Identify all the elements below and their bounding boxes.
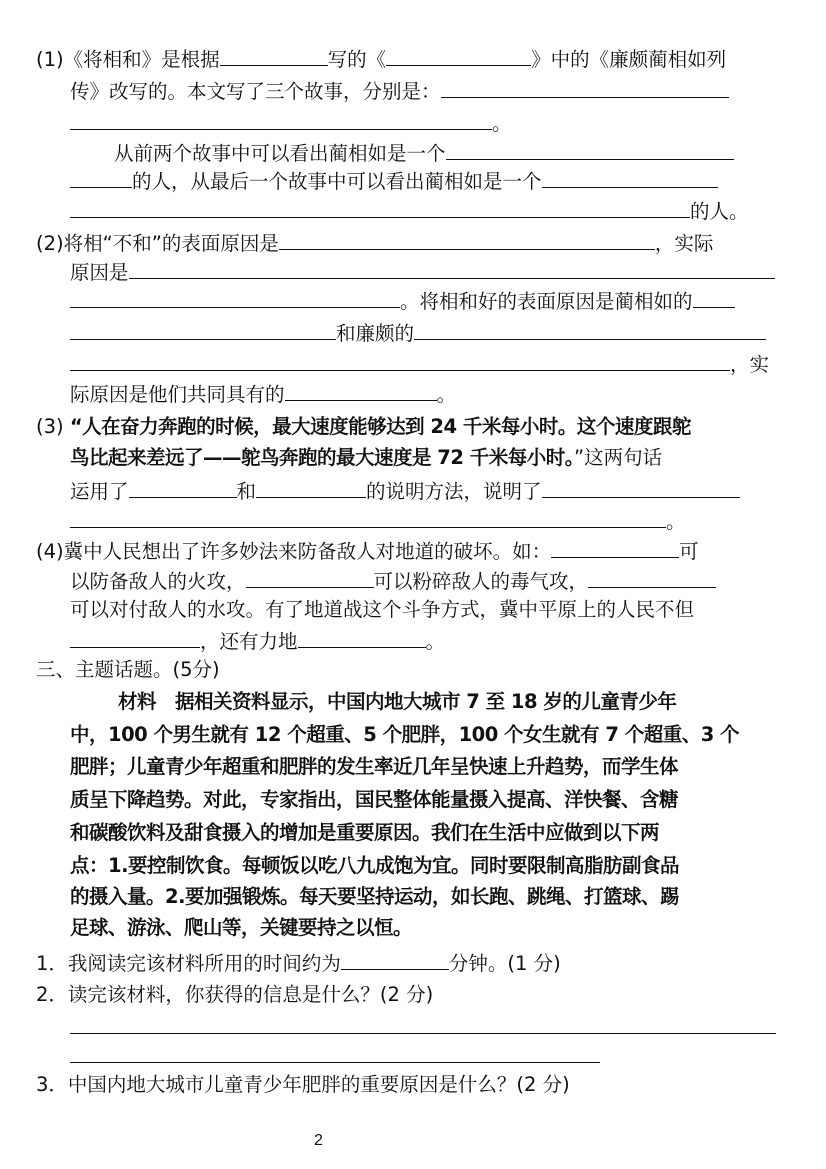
q2-line-3: 。将相和好的表面原因是蔺相如的 — [70, 286, 735, 314]
material-line: 足球、游泳、爬山等，关键要持之以恒。 — [70, 916, 413, 939]
blank[interactable] — [588, 566, 716, 588]
blank[interactable] — [542, 476, 740, 498]
blank[interactable] — [542, 166, 718, 188]
sub-question-1: 1．我阅读完该材料所用的时间约为 分钟。(1 分) — [36, 948, 561, 976]
q2-line-4: 和廉颇的 — [70, 318, 766, 346]
q4-line-1: (4)冀中人民想出了许多妙法来防备敌人对地道的破坏。如： 可 — [36, 536, 699, 564]
q1-line-1: (1)《将相和》是根据 写的《 》中的《廉颇蔺相如列 — [36, 44, 726, 72]
blank[interactable] — [70, 166, 132, 188]
answer-line — [70, 1041, 600, 1069]
q1-line-4: 从前两个故事中可以看出蔺相如是一个 — [114, 138, 734, 166]
blank[interactable] — [279, 228, 655, 250]
q3-line-2: 鸟比起来差远了——鸵鸟奔跑的最大速度是 72 千米每小时。”这两句话 — [70, 446, 663, 469]
material-line: 中，100 个男生就有 12 个超重、5 个肥胖，100 个女生就有 7 个超重、3 个 — [70, 723, 740, 746]
blank[interactable] — [386, 44, 531, 66]
blank[interactable] — [70, 318, 336, 340]
q4-line-3: 可以对付敌人的水攻。有了地道战这个斗争方式，冀中平原上的人民不但 — [70, 598, 695, 621]
material-line: 的摄入量。2.要加强锻炼。每天要坚持运动，如长跑、跳绳、打篮球、踢 — [70, 885, 679, 908]
q1-line-3: 。 — [70, 108, 512, 136]
material-line: 材料 据相关资料显示，中国内地大城市 7 至 18 岁的儿童青少年 — [118, 690, 677, 713]
blank[interactable] — [70, 349, 730, 371]
blank[interactable] — [70, 108, 492, 130]
blank[interactable] — [256, 476, 366, 498]
q4-line-4: ，还有力地 。 — [70, 626, 445, 654]
sub-question-2: 2．读完该材料，你获得的信息是什么？(2 分) — [36, 983, 434, 1006]
blank[interactable] — [70, 1012, 776, 1034]
blank[interactable] — [129, 257, 775, 279]
blank[interactable] — [441, 76, 729, 98]
blank[interactable] — [414, 318, 766, 340]
blank[interactable] — [70, 506, 666, 528]
section-title: 三、主题话题。(5分) — [36, 658, 220, 681]
material-line: 肥胖；儿童青少年超重和肥胖的发生率近几年呈快速上升趋势，而学生体 — [70, 755, 679, 778]
blank[interactable] — [220, 44, 328, 66]
blank[interactable] — [70, 1041, 600, 1063]
q1-line-2: 传》改写的。本文写了三个故事，分别是： — [70, 76, 729, 104]
blank[interactable] — [446, 138, 734, 160]
q2-line-6: 际原因是他们共同具有的 。 — [70, 379, 456, 407]
q2-line-5: ，实 — [70, 349, 769, 377]
q3-line-1: (3) “人在奋力奔跑的时候，最大速度能够达到 24 千米每小时。这个速度跟鸵 — [36, 415, 691, 438]
blank[interactable] — [551, 536, 679, 558]
blank[interactable] — [341, 948, 449, 970]
q2-line-2: 原因是 — [70, 257, 775, 285]
blank[interactable] — [693, 286, 735, 308]
answer-line — [70, 1012, 776, 1040]
sub-question-3: 3．中国内地大城市儿童青少年肥胖的重要原因是什么？(2 分) — [36, 1073, 570, 1096]
material-line: 质呈下降趋势。对此，专家指出，国民整体能量摄入提高、洋快餐、含糖 — [70, 788, 679, 811]
blank[interactable] — [285, 379, 437, 401]
blank[interactable] — [298, 626, 426, 648]
material-line: 点：1.要控制饮食。每顿饭以吃八九成饱为宜。同时要限制高脂肪副食品 — [70, 854, 679, 877]
page-number: 2 — [314, 1132, 323, 1149]
q1-line-6: 的人。 — [70, 196, 749, 224]
q2-line-1: (2)将相“不和”的表面原因是 ，实际 — [36, 228, 713, 256]
blank[interactable] — [70, 196, 690, 218]
material-line: 和碳酸饮料及甜食摄入的增加是重要原因。我们在生活中应做到以下两 — [70, 821, 660, 844]
q3-line-4: 。 — [70, 506, 686, 534]
blank[interactable] — [129, 476, 237, 498]
q4-line-2: 以防备敌人的火攻， 可以粉碎敌人的毒气攻， — [70, 566, 716, 594]
blank[interactable] — [70, 626, 200, 648]
q3-line-3: 运用了 和 的说明方法，说明了 — [70, 476, 740, 504]
q1-line-5: 的人，从最后一个故事中可以看出蔺相如是一个 — [70, 166, 718, 194]
blank[interactable] — [246, 566, 374, 588]
blank[interactable] — [70, 286, 400, 308]
